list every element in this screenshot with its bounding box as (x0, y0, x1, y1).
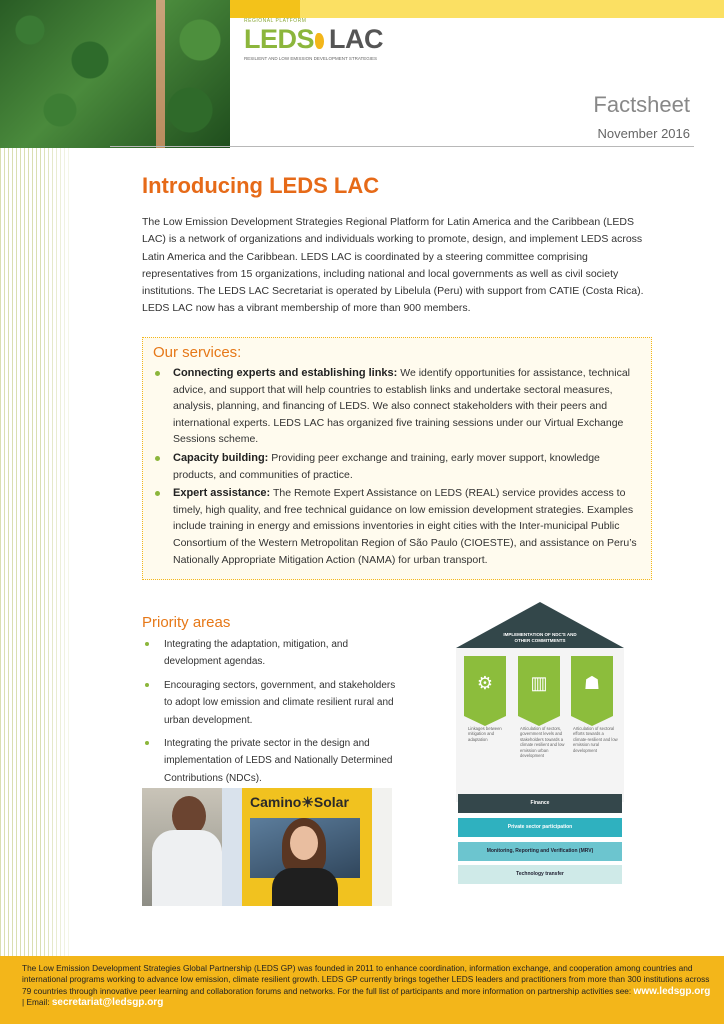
service-text: The Remote Expert Assistance on LEDS (REAL) service provides access to timely, high quality, and free technical guidance on low emission development strategies. Examples include training in energy and emissions inventories in eight cities with the Inter-municipal Public Consortium of the Western Metropolitan Region of São Paulo (CIOESTE), and assistance on Peru’s Nationally Appropriate Mitigation Action (NAMA) for urban transport. (173, 487, 637, 566)
priority-text: Encouraging sectors, government, and stakeholders to adopt low emission and climate resilient rural and urban development. (164, 679, 396, 726)
forest-aerial-photo (0, 0, 230, 148)
priority-text: Integrating the private sector in the design and implementation of LEDS and Nationally Determined Contributions (NDCs). (164, 738, 393, 784)
service-item (153, 450, 641, 483)
bar-mrv: Monitoring, Reporting and Verification (MRV) (458, 842, 622, 861)
event-photo (142, 788, 392, 906)
services-heading: Our services: (153, 344, 242, 361)
footer-separator: | (22, 996, 25, 1007)
priority-item (142, 735, 404, 787)
footer (0, 956, 724, 1024)
banner-text-camino: Camino (250, 794, 302, 810)
woman-top (272, 868, 338, 906)
ndc-implementation-diagram (456, 602, 624, 896)
pillar-rural (571, 656, 613, 716)
footer-description: The Low Emission Development Strategies Global Partnership (LEDS GP) was founded in 2011 to enhance coordination, information exchange, and cooperation among countries and international programs working to advance low emission, climate resilient growth. LEDS GP currently brings together LEDS leaders and practitioners from more than 300 institutions across 79 countries through innovative peer learning and collaboration forums and networks. For the full list of participants and more information on partnership activities see: (22, 963, 710, 996)
bullet-icon (155, 456, 160, 461)
footer-text (22, 963, 714, 1008)
header-divider (110, 146, 694, 147)
service-label: Connecting experts and establishing links: (173, 367, 398, 379)
bullet-icon (145, 683, 149, 687)
logo-top-line: REGIONAL PLATFORM (244, 18, 307, 24)
service-text: Providing peer exchange and training, early mover support, knowledge products, and communities of practice. (173, 451, 600, 481)
gears-icon: ⚙ (476, 673, 494, 693)
bar-private-sector: Private sector participation (458, 818, 622, 837)
service-label: Expert assistance: (173, 487, 271, 500)
logo-leds: LEDS (244, 24, 315, 54)
service-item (153, 365, 641, 448)
email-label: Email: (26, 996, 50, 1007)
latin-america-map-icon (315, 33, 324, 49)
bullet-icon (155, 491, 160, 496)
bar-technology-transfer: Technology transfer (458, 865, 622, 884)
logo-subtitle: RESILIENT AND LOW EMISSION DEVELOPMENT STRATEGIES (244, 56, 378, 61)
photo-woman (272, 818, 342, 906)
email-link[interactable]: secretariat@ledsgp.org (51, 996, 164, 1008)
woman-face (290, 826, 318, 860)
priority-list (142, 636, 404, 793)
services-box (142, 337, 652, 580)
priority-heading: Priority areas (142, 614, 231, 631)
pillar-urban (518, 656, 560, 716)
top-band-accent (300, 0, 724, 18)
bullet-icon (145, 642, 149, 646)
banner-text (250, 794, 349, 811)
diagram-roof-label: IMPLEMENTATION OF NDC'S AND OTHER COMMITMENTS (503, 632, 577, 643)
priority-item (142, 677, 404, 729)
page-title: Introducing LEDS LAC (142, 173, 380, 198)
city-icon: ▥ (530, 673, 548, 693)
document-type: Factsheet (593, 92, 690, 117)
intro-paragraph: The Low Emission Development Strategies Regional Platform for Latin America and the Caribbean (LEDS LAC) is a network of organizations and individuals working to promote, design, and implement LEDS across Latin America and the Caribbean. LEDS LAC is coordinated by a steering committee comprising representatives from 15 organizations, including national and local governments as well as civil society institutions. The LEDS LAC Secretariat is operated by Libelula (Peru) with support from CATIE (Costa Rica). LEDS LAC now has a vibrant membership of more than 900 members. (142, 216, 644, 315)
rural-icon: ☗ (583, 673, 601, 693)
pillar-text-urban: Articulation of sectors, government levels and stakeholders towards a climate resilient and low emission urban development (520, 726, 565, 759)
forest-road (156, 0, 165, 148)
banner-text-solar: Solar (313, 794, 349, 810)
photo-man (142, 796, 222, 906)
pillar-adaptation (464, 656, 506, 716)
sun-icon: ☀ (301, 794, 314, 810)
service-label: Capacity building: (173, 451, 269, 464)
priority-text: Integrating the adaptation, mitigation, and development agendas. (164, 639, 349, 668)
leds-lac-logo (244, 18, 384, 66)
website-link[interactable]: www.ledsgp.org (633, 985, 711, 997)
service-item (153, 485, 641, 568)
logo-wordmark (244, 24, 383, 54)
document-date: November 2016 (597, 126, 690, 141)
decorative-stripes-fade (40, 148, 80, 958)
services-list (153, 365, 641, 568)
service-text: We identify opportunities for assistance, technical advice, and support that will help countries to establish links and undertake sectoral measures, analysis, planning, and financing of LEDS. We also connect stakeholders with their peers and international experts. LEDS LAC has organized five training sessions under our Virtual Exchange Sessions scheme. (173, 367, 631, 446)
bar-finance: Finance (458, 794, 622, 813)
photo-right-edge (372, 788, 392, 906)
bullet-icon (155, 371, 160, 376)
man-shirt (152, 830, 222, 906)
pillar-text-rural: Articulation of sectoral efforts towards a climate-resilient and low emission rural development (573, 726, 618, 753)
logo-lac: LAC (329, 24, 384, 54)
pillar-text-adaptation: Linkages between mitigation and adaptation (468, 726, 502, 742)
bullet-icon (145, 741, 149, 745)
priority-item (142, 636, 404, 671)
